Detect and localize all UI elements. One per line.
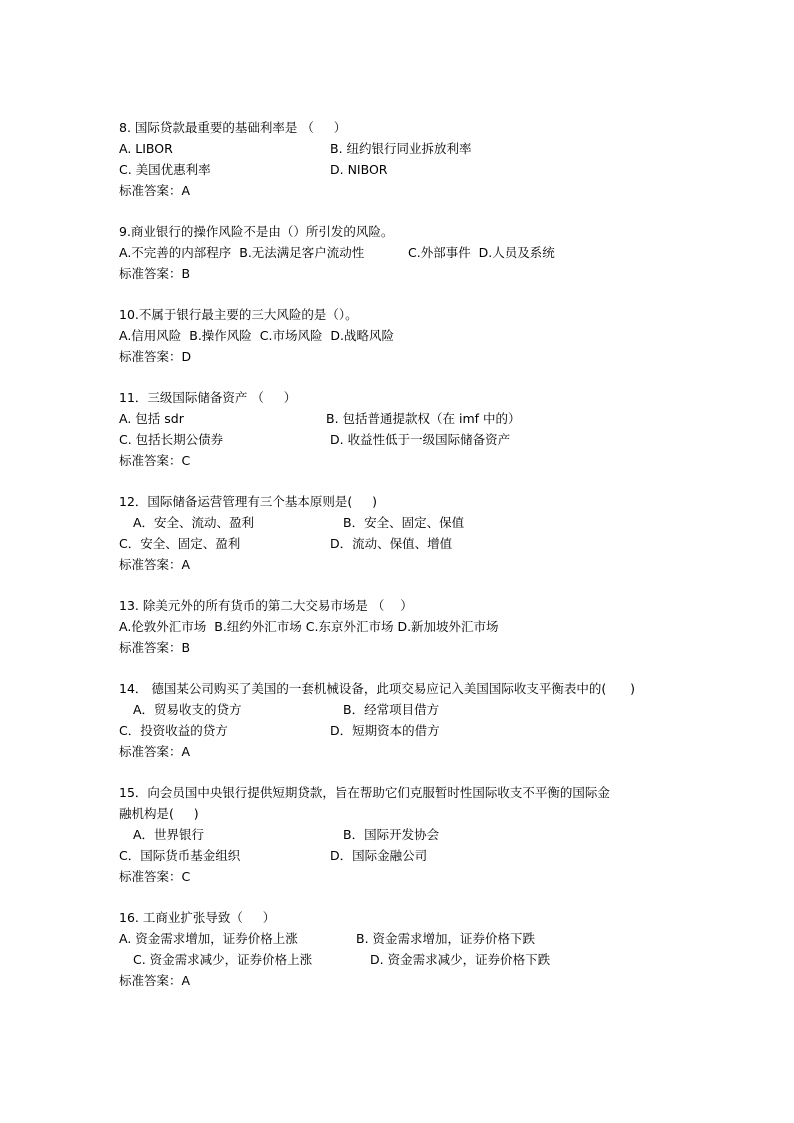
question-8-option-a: A. LIBOR xyxy=(119,141,173,156)
question-11-option-a: A. 包括 sdr xyxy=(119,411,184,426)
question-16-option-b: B. 资金需求增加，证券价格下跌 xyxy=(356,931,536,946)
question-14-option-a: A．贸易收支的贷方 xyxy=(133,702,242,717)
question-13-answer: 标准答案：B xyxy=(119,640,191,655)
question-8-option-d: D. NIBOR xyxy=(330,162,388,177)
question-11-option-c: C. 包括长期公债券 xyxy=(119,432,224,447)
question-15-option-a: A．世界银行 xyxy=(133,827,205,842)
question-11-option-b: B. 包括普通提款权（在 imf 中的） xyxy=(326,411,521,426)
question-16-option-c: C. 资金需求减少，证券价格上涨 xyxy=(133,952,313,967)
question-16-option-d: D. 资金需求减少，证券价格下跌 xyxy=(370,952,551,967)
question-8-stem: 8. 国际贷款最重要的基础利率是 （ ） xyxy=(119,120,347,135)
question-11-option-d: D. 收益性低于一级国际储备资产 xyxy=(330,432,511,447)
question-9-answer: 标准答案：B xyxy=(119,266,191,281)
question-15-stem: 15．向会员国中央银行提供短期贷款，旨在帮助它们克服暂时性国际收支不平衡的国际金 xyxy=(119,785,610,800)
question-11-stem: 11．三级国际储备资产 （ ） xyxy=(119,390,297,405)
question-14-option-d: D．短期资本的借方 xyxy=(330,723,440,738)
question-15-answer: 标准答案：C xyxy=(119,869,191,884)
question-14-answer: 标准答案：A xyxy=(119,744,191,759)
question-10-stem: 10.不属于银行最主要的三大风险的是（）。 xyxy=(119,307,358,322)
question-14-option-c: C．投资收益的贷方 xyxy=(119,723,228,738)
question-14-stem: 14． 德国某公司购买了美国的一套机械设备，此项交易应记入美国国际收支平衡表中的( ) xyxy=(119,681,635,696)
question-15-option-b: B．国际开发协会 xyxy=(343,827,440,842)
question-12-option-d: D．流动、保值、增值 xyxy=(330,536,453,551)
question-10-answer: 标准答案：D xyxy=(119,349,192,364)
question-15-option-d: D．国际金融公司 xyxy=(330,848,428,863)
question-13-options: A.伦敦外汇市场 B.纽约外汇市场 C.东京外汇市场 D.新加坡外汇市场 xyxy=(119,619,499,634)
question-16-option-a: A. 资金需求增加，证券价格上涨 xyxy=(119,931,298,946)
question-9-options: A.不完善的内部程序 B.无法满足客户流动性 C.外部事件 D.人员及系统 xyxy=(119,245,555,260)
question-8-answer: 标准答案：A xyxy=(119,183,191,198)
question-12-answer: 标准答案：A xyxy=(119,557,191,572)
question-16-stem: 16. 工商业扩张导致（ ） xyxy=(119,910,276,925)
question-12-option-b: B．安全、固定、保值 xyxy=(343,515,465,530)
question-13-stem: 13. 除美元外的所有货币的第二大交易市场是 （ ） xyxy=(119,598,413,613)
question-12-option-c: C．安全、固定、盈利 xyxy=(119,536,241,551)
question-8-option-b: B. 纽约银行同业拆放利率 xyxy=(330,141,472,156)
question-15-option-c: C．国际货币基金组织 xyxy=(119,848,241,863)
question-12-option-a: A．安全、流动、盈利 xyxy=(133,515,255,530)
question-16-answer: 标准答案：A xyxy=(119,973,191,988)
question-8-option-c: C. 美国优惠利率 xyxy=(119,162,211,177)
question-15-stem-continued: 融机构是( ) xyxy=(119,806,199,821)
question-14-option-b: B．经常项目借方 xyxy=(343,702,440,717)
question-9-stem: 9.商业银行的操作风险不是由（）所引发的风险。 xyxy=(119,224,394,239)
question-12-stem: 12．国际储备运营管理有三个基本原则是( ) xyxy=(119,494,378,509)
question-10-options: A.信用风险 B.操作风险 C.市场风险 D.战略风险 xyxy=(119,328,394,343)
question-11-answer: 标准答案：C xyxy=(119,453,191,468)
